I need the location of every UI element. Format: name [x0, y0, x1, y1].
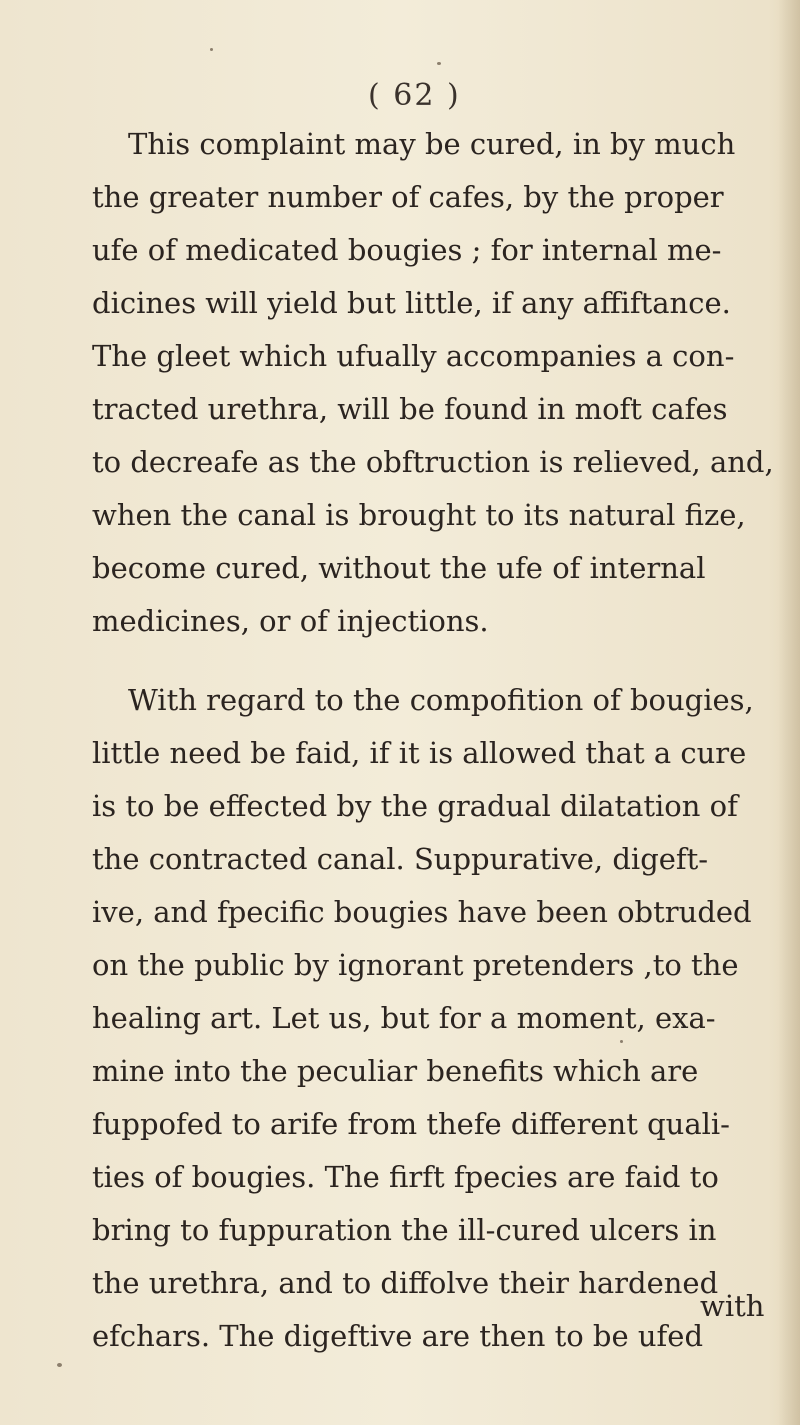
page-edge-shadow — [778, 0, 800, 1425]
text-line: when the canal is brought to its natural fize, — [92, 498, 746, 532]
text-line: This complaint may be cured, in by much — [128, 127, 736, 161]
text-line: The gleet which ufually accompanies a con- — [92, 339, 735, 373]
text-line: become cured, without the ufe of internal — [92, 551, 706, 585]
text-line: is to be effected by the gradual dilatation of — [92, 789, 738, 823]
paper-speck — [57, 1363, 62, 1367]
text-line: ive, and fpecific bougies have been obtruded — [92, 895, 752, 929]
text-line: to decreafe as the obftruction is relieved, and, — [92, 445, 774, 479]
text-line: ties of bougies. The firft fpecies are faid to — [92, 1160, 719, 1194]
text-line: little need be faid, if it is allowed that a cure — [92, 736, 747, 770]
paragraph-2 — [92, 674, 772, 1363]
paper-speck — [210, 48, 213, 51]
text-line: the contracted canal. Suppurative, digeft- — [92, 842, 709, 876]
text-line: dicines will yield but little, if any affiftance. — [92, 286, 731, 320]
paper-speck — [437, 62, 441, 65]
text-line: the greater number of cafes, by the proper — [92, 180, 724, 214]
body-text — [92, 118, 772, 1363]
text-line: With regard to the compofition of bougies, — [128, 683, 754, 717]
text-line: bring to fuppuration the ill-cured ulcers in — [92, 1213, 717, 1247]
text-line: on the public by ignorant pretenders ,to the — [92, 948, 739, 982]
text-line: ufe of medicated bougies ; for internal me- — [92, 233, 722, 267]
page-number: ( 62 ) — [368, 78, 461, 113]
paragraph-1 — [92, 118, 772, 648]
paper-speck — [620, 1040, 623, 1043]
text-line: healing art. Let us, but for a moment, exa- — [92, 1001, 716, 1035]
text-line: the urethra, and to diffolve their hardened — [92, 1266, 719, 1300]
text-line: medicines, or of injections. — [92, 604, 489, 638]
text-line: fuppofed to arife from thefe different quali- — [92, 1107, 730, 1141]
text-line: tracted urethra, will be found in moft cafes — [92, 392, 728, 426]
text-line: efchars. The digeftive are then to be ufed — [92, 1319, 704, 1353]
paragraph-gap — [92, 648, 772, 674]
catchword: with — [700, 1289, 765, 1323]
text-line: mine into the peculiar benefits which are — [92, 1054, 699, 1088]
